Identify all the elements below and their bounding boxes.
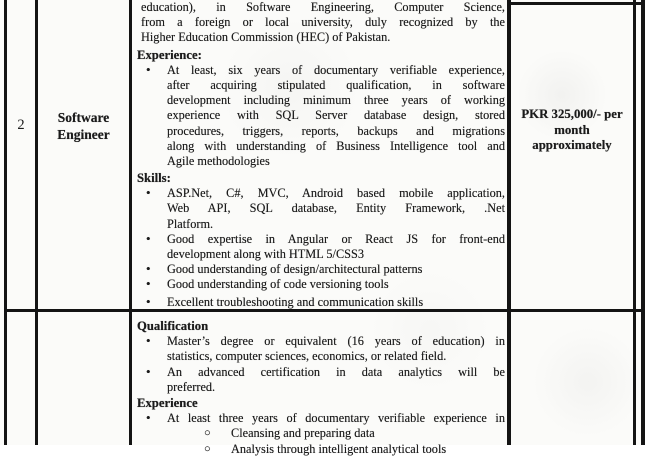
table-outer-right-border	[641, 0, 645, 445]
text-line-content: Higher Education Commission (HEC) of Pakistan.	[141, 30, 391, 45]
text-line	[133, 232, 507, 247]
text-line-content: preferred.	[167, 379, 216, 394]
text-line	[133, 334, 507, 349]
text-line-content: At least three years of documentary verifiable experience in	[167, 411, 505, 426]
serial-column-border	[35, 0, 38, 445]
text-line	[38, 109, 129, 126]
text-line-content: Good understanding of design/architectural patterns	[167, 262, 423, 277]
bullet-icon: •	[146, 185, 151, 201]
serial-number: 2	[17, 117, 25, 133]
text-line	[133, 349, 507, 364]
text-line	[133, 247, 507, 262]
text-line-content: PKR 325,000/- per	[521, 107, 623, 121]
text-line-content: Qualification	[137, 319, 209, 333]
section-heading	[133, 396, 507, 411]
text-line-content: Master’s degree or equivalent (16 years of education) in	[167, 334, 505, 349]
details-cell-software-engineer	[133, 0, 507, 310]
text-line	[133, 186, 507, 201]
text-line	[133, 295, 507, 310]
text-line-content: development including minimum three years of working	[167, 93, 505, 108]
section-heading	[133, 319, 507, 334]
section-heading	[133, 171, 507, 186]
bullet-icon: •	[146, 230, 151, 246]
details-cell-next-position	[133, 319, 507, 457]
text-line-content: education), in Software Engineering, Computer Science,	[141, 0, 505, 14]
text-line	[133, 201, 507, 216]
bullet-icon: •	[146, 333, 151, 349]
text-line-content: Skills:	[137, 171, 171, 186]
text-line	[133, 15, 507, 30]
job-title-cell	[38, 109, 129, 143]
text-line-content: development along with HTML 5/CSS3	[167, 247, 364, 261]
text-line	[133, 108, 507, 123]
bullet-icon: •	[146, 61, 151, 77]
text-line	[133, 93, 507, 108]
text-line-content: ASP.Net, C#, MVC, Android based mobile application,	[167, 186, 505, 201]
title-column-border	[129, 0, 132, 445]
table-outer-left-border	[4, 0, 7, 445]
salary-cell-top-border	[507, 2, 645, 5]
text-line	[511, 123, 633, 139]
text-line-content: Web API, SQL database, Entity Framework, .Net	[167, 201, 505, 216]
text-line	[133, 30, 507, 45]
bullet-icon: •	[146, 261, 151, 277]
section-heading	[133, 48, 507, 63]
text-line	[133, 217, 507, 232]
bullet-icon: •	[146, 410, 151, 426]
bullet-icon: •	[146, 293, 151, 309]
text-line-content: Good understanding of code versioning tools	[167, 277, 389, 292]
text-line-content: Agile methodologies	[167, 153, 270, 168]
salary-column-border	[633, 0, 636, 445]
salary-cell-software-engineer	[511, 107, 633, 154]
text-line-content: Good expertise in Angular or React JS for front-end	[167, 231, 505, 246]
text-line	[133, 262, 507, 277]
text-line-content: An advanced certification in data analytics will be	[167, 364, 505, 379]
text-line-content: approximately	[532, 138, 612, 152]
text-line-content: along with understanding of Business Intelligence tool and	[167, 138, 505, 153]
text-line-content: Excellent troubleshooting and communication skills	[167, 294, 424, 309]
serial-number-cell	[7, 117, 35, 134]
text-line	[133, 365, 507, 380]
text-line	[133, 411, 507, 426]
text-line	[133, 63, 507, 78]
text-line	[133, 0, 507, 15]
text-line	[133, 426, 507, 441]
text-line	[38, 126, 129, 143]
text-line-content: At least, six years of documentary verifiable experience,	[167, 62, 505, 77]
text-line-content: from a foreign or local university, duly recognized by the	[141, 15, 505, 30]
text-line	[133, 380, 507, 395]
text-line	[133, 78, 507, 93]
sub-bullet-circle-icon: ○	[204, 427, 211, 440]
text-line	[511, 138, 633, 154]
bullet-icon: •	[146, 363, 151, 379]
text-line-content: Software	[57, 110, 110, 125]
text-line-content: after acquiring stipulated qualification, in software	[167, 77, 505, 92]
text-line-content: Engineer	[57, 127, 110, 142]
text-line-content: Cleansing and preparing data	[231, 426, 375, 441]
text-line-content: Experience:	[137, 47, 202, 62]
text-line-content: procedures, triggers, reports, backups and migrations	[167, 123, 505, 138]
text-line-content: Experience	[137, 395, 198, 410]
text-line	[133, 277, 507, 292]
text-line	[511, 107, 633, 123]
text-line-content: Platform.	[167, 216, 214, 231]
text-line	[133, 139, 507, 154]
text-line-content: experience with SQL Server database design, stored	[167, 108, 505, 123]
text-line	[133, 154, 507, 169]
text-line-content: Analysis through intelligent analytical tools	[231, 441, 447, 456]
bullet-icon: •	[146, 276, 151, 292]
text-line-content: month	[554, 122, 590, 137]
text-line-content: statistics, computer sciences, economics, or related field.	[167, 349, 447, 364]
details-column-border	[507, 0, 511, 445]
text-line	[133, 442, 507, 457]
sub-bullet-circle-icon: ○	[204, 442, 211, 455]
text-line	[133, 124, 507, 139]
